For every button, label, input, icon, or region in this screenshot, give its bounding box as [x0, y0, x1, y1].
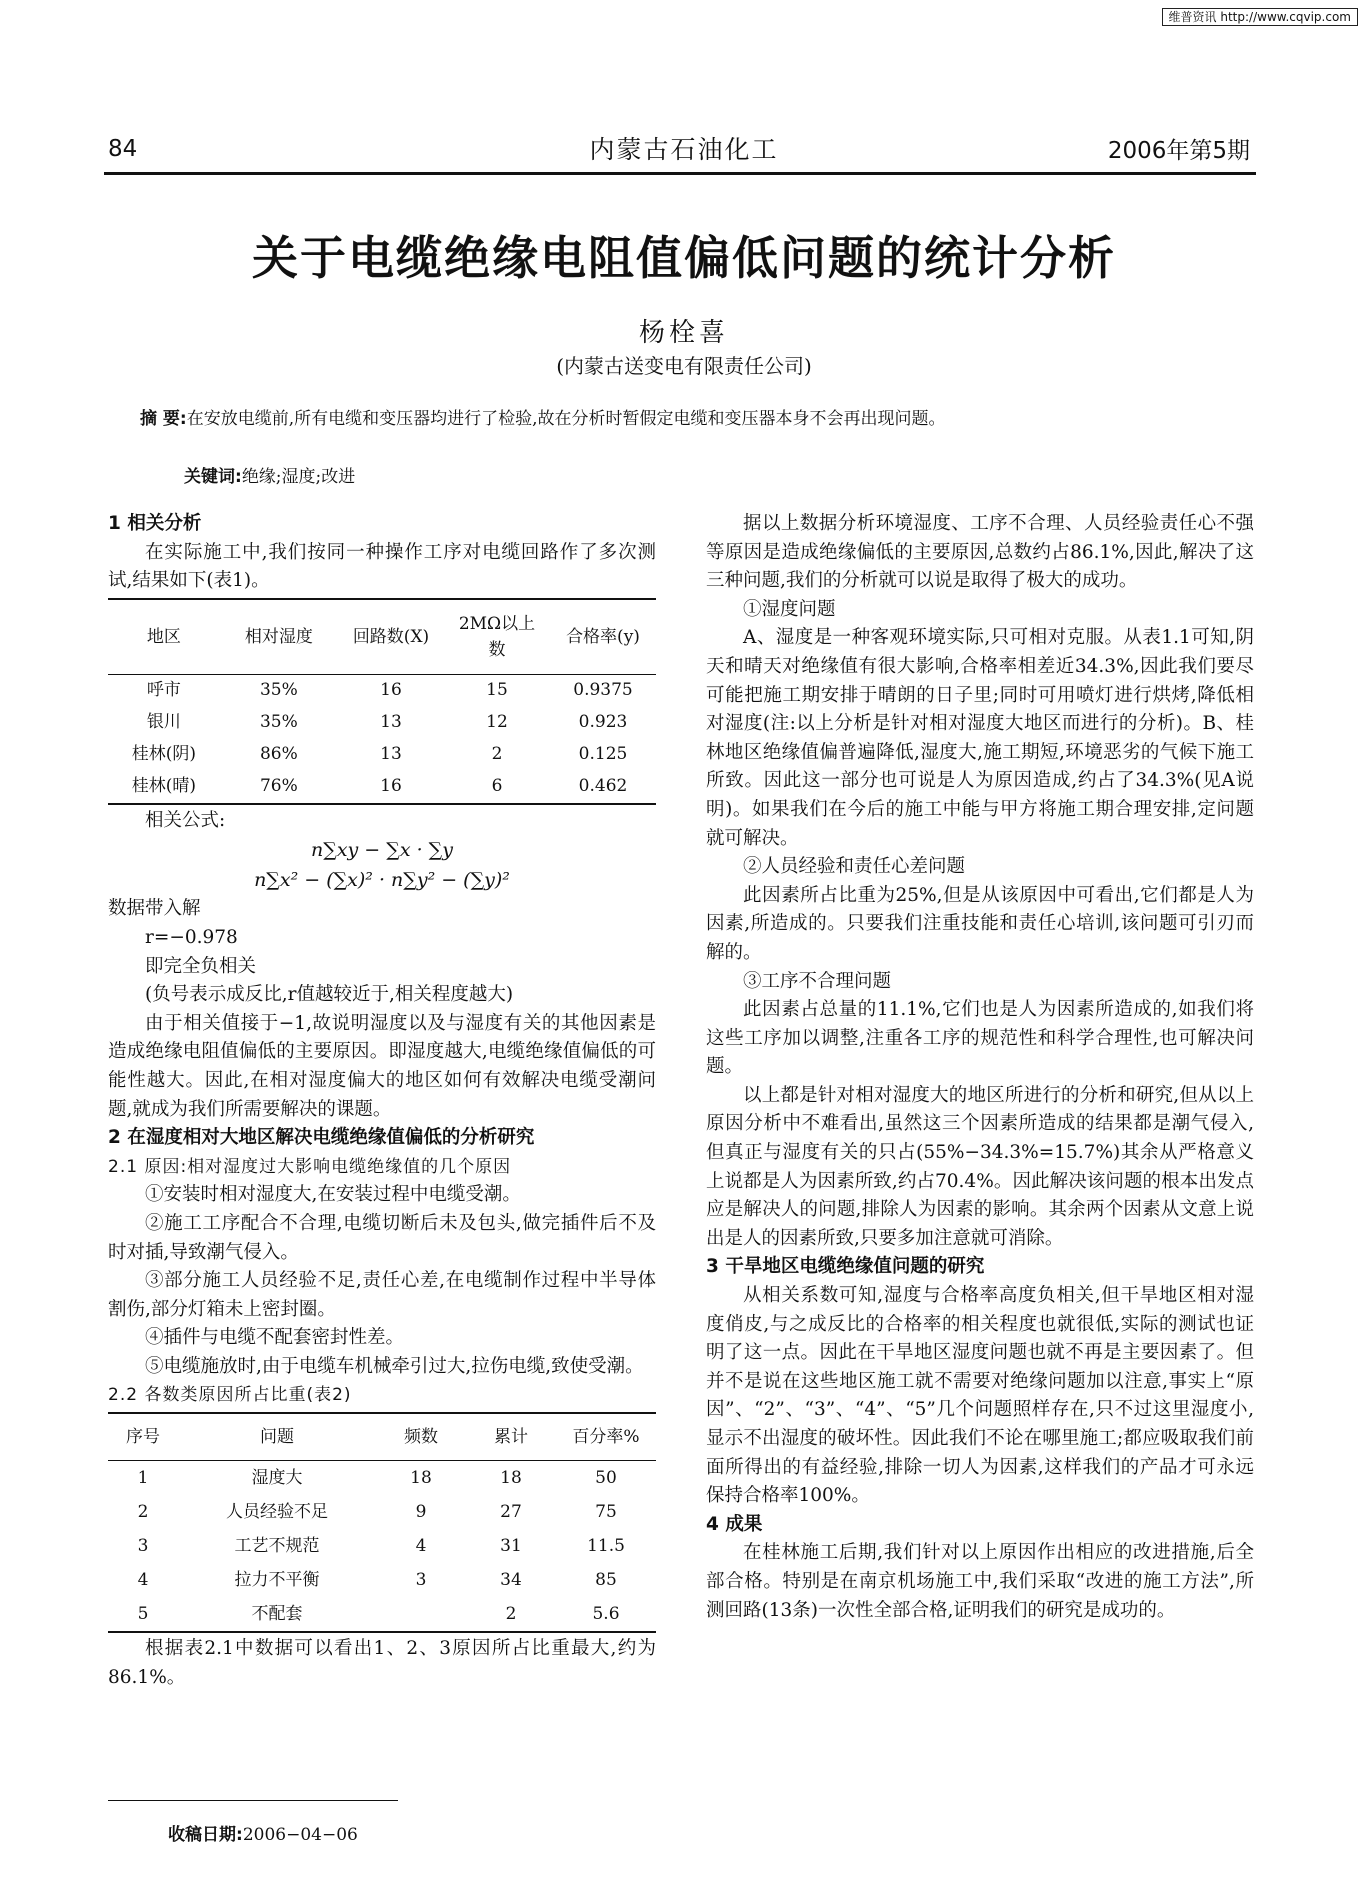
table-cell: 18	[500, 1467, 522, 1488]
table-2	[108, 1412, 656, 1633]
cause-item: ②施工工序配合不合理,电缆切断后未及包头,做完插件后不及时对插,导致潮气侵入。	[108, 1212, 656, 1263]
table-cell: 34	[500, 1569, 522, 1590]
formula-numerator: n∑xy − ∑x · ∑y	[311, 839, 453, 862]
received-date-value: 2006−04−06	[242, 1825, 358, 1845]
table-row	[108, 1461, 656, 1496]
table-row	[108, 771, 656, 804]
table-cell: 人员经验不足	[226, 1501, 328, 1522]
right-paragraph: 以上都是针对相对湿度大的地区所进行的分析和研究,但从以上原因分析中不难看出,虽然这三个因素所造成的结果都是潮气侵入,但真正与湿度有关的只占(55%−34.3%=15.7%)其余从严格意义上说都是人为因素所致,约占70.4%。因此解决该问题的根本出发点应是解决人的问题,排除人为因素的影响。其余两个因素从文意上说出是人的因素所致,只要多加注意就可消除。	[706, 1084, 1254, 1249]
author-name: 杨栓喜	[638, 318, 729, 348]
section-3-heading: 3 干旱地区电缆绝缘值问题的研究	[706, 1256, 985, 1278]
table-cell: 0.923	[578, 712, 628, 733]
formula-denominator: n∑x² − (∑x)² · n∑y² − (∑y)²	[254, 869, 510, 892]
section-2-2-summary: 根据表2.1中数据可以看出1、2、3原因所占比重最大,约为86.1%。	[108, 1638, 656, 1688]
abstract-text: 在安放电缆前,所有电缆和变压器均进行了检验,故在分析时暂假定电缆和变压器本身不会再出现问题。	[186, 409, 946, 429]
table-1-header-row	[108, 599, 656, 675]
right-paragraph: 此因素占总量的11.1%,它们也是人为因素所造成的,如我们将这些工序加以调整,注重各工序的规范性和科学合理性,也可解决问题。	[706, 999, 1254, 1078]
table-cell	[376, 1597, 466, 1632]
cause-item: ①安装时相对湿度大,在安装过程中电缆受潮。	[145, 1184, 521, 1206]
table-row	[108, 1495, 656, 1529]
abstract-label: 摘 要:	[140, 409, 187, 429]
section-1-heading: 1 相关分析	[108, 513, 202, 534]
table-cell: 35%	[259, 712, 298, 733]
humidity-heading: ①湿度问题	[743, 598, 836, 620]
table-cell: 2	[137, 1501, 149, 1522]
section-4-heading: 4 成果	[706, 1513, 763, 1535]
received-date-label: 收稿日期:	[168, 1825, 243, 1845]
issue-label: 2006年第5期	[1107, 138, 1250, 164]
table-2-header: 频数	[376, 1413, 466, 1461]
negative-correlation-note: (负号表示成反比,r值越较近于,相关程度越大)	[145, 984, 514, 1006]
table-cell: 76%	[259, 776, 298, 797]
received-date	[168, 1820, 358, 1845]
table-2-header: 累计	[466, 1413, 556, 1461]
right-column	[706, 510, 1254, 1625]
table-cell: 不配套	[251, 1603, 303, 1624]
table-cell: 5	[137, 1603, 149, 1624]
table-cell: 0.9375	[573, 680, 633, 701]
table-row	[108, 1563, 656, 1597]
table-cell: 18	[410, 1467, 432, 1488]
author-affiliation: (内蒙古送变电有限责任公司)	[556, 354, 812, 378]
table-cell: 银川	[146, 712, 181, 733]
table-cell: 9	[415, 1501, 427, 1522]
section-1-conclusion: 由于相关值接于−1,故说明湿度以及与湿度有关的其他因素是造成绝缘电阻值偏低的主要原因。即湿度越大,电缆绝缘值偏低的可能性越大。因此,在相对湿度偏大的地区如何有效解决电缆受潮问题,就成为我们所需要解决的课题。	[108, 1012, 656, 1120]
table-cell: 31	[500, 1535, 522, 1556]
cause-item: ⑤电缆施放时,由于电缆车机械牵引过大,拉伤电缆,致使受潮。	[145, 1355, 644, 1377]
table-2-header: 百分率%	[556, 1413, 656, 1461]
table-cell: 75	[595, 1501, 617, 1522]
table-cell: 2	[491, 744, 503, 765]
negative-correlation: 即完全负相关	[145, 955, 257, 977]
section-1-intro: 在实际施工中,我们按同一种操作工序对电缆回路作了多次测试,结果如下(表1)。	[108, 541, 656, 592]
table-cell: 5.6	[592, 1603, 620, 1624]
table-1-header: 相对湿度	[220, 599, 338, 675]
table-cell: 呼市	[146, 680, 181, 701]
table-cell: 16	[380, 776, 402, 797]
table-row	[108, 1529, 656, 1563]
keywords-text: 绝缘;湿度;改进	[241, 467, 356, 487]
table-1-header: 合格率(y)	[550, 599, 656, 675]
r-value: r=−0.978	[145, 926, 238, 948]
table-cell: 86%	[259, 744, 298, 765]
table-cell: 桂林(晴)	[131, 776, 196, 797]
table-row	[108, 674, 656, 707]
table-2-header: 序号	[108, 1413, 178, 1461]
table-1-header: 回路数(X)	[338, 599, 444, 675]
table-cell: 13	[380, 712, 402, 733]
table-1-header: 2MΩ以上数	[444, 599, 550, 675]
table-cell: 3	[137, 1535, 149, 1556]
page-number: 84	[108, 136, 138, 162]
abstract	[140, 406, 1230, 432]
table-cell: 4	[415, 1535, 427, 1556]
data-substitution-label: 数据带入解	[108, 898, 201, 920]
process-heading: ③工序不合理问题	[743, 970, 892, 992]
experience-heading: ②人员经验和责任心差问题	[743, 856, 966, 878]
table-cell: 拉力不平衡	[234, 1569, 320, 1590]
right-paragraph: 此因素所占比重为25%,但是从该原因中可看出,它们都是人为因素,所造成的。只要我们注重技能和责任心培训,该问题可引刃而解的。	[706, 884, 1254, 963]
table-cell: 85	[595, 1569, 617, 1590]
section-2-heading: 2 在湿度相对大地区解决电缆绝缘值偏低的分析研究	[108, 1127, 535, 1149]
keywords	[184, 462, 355, 487]
journal-name: 内蒙古石油化工	[589, 135, 779, 164]
table-cell: 35%	[259, 680, 298, 701]
table-2-header: 问题	[178, 1413, 376, 1461]
table-cell: 13	[380, 744, 402, 765]
table-cell: 6	[491, 776, 503, 797]
source-watermark: 维普资讯 http://www.cqvip.com	[1162, 8, 1358, 26]
table-row	[108, 1597, 656, 1632]
table-cell: 50	[595, 1467, 617, 1488]
section-2-1-heading: 2.1 原因:相对湿度过大影响电缆绝缘值的几个原因	[108, 1156, 512, 1177]
table-cell: 桂林(阴)	[131, 744, 196, 765]
table-cell: 27	[500, 1501, 522, 1522]
cause-item: ④插件与电缆不配套密封性差。	[145, 1327, 405, 1349]
table-cell: 湿度大	[251, 1467, 303, 1488]
table-cell: 4	[137, 1569, 149, 1590]
table-cell: 2	[505, 1603, 517, 1624]
table-row	[108, 739, 656, 771]
table-cell: 1	[137, 1467, 149, 1488]
right-paragraph: 在桂林施工后期,我们针对以上原因作出相应的改进措施,后全部合格。特别是在南京机场施工中,我们采取“改进的施工方法”,所测回路(13条)一次性全部合格,证明我们的研究是成功的。	[706, 1542, 1254, 1621]
table-2-header-row	[108, 1413, 656, 1461]
right-paragraph: A、湿度是一种客观环境实际,只可相对克服。从表1.1可知,阴天和晴天对绝缘值有很大影响,合格率相差近34.3%,因此我们要尽可能把施工期安排于晴朗的日子里;同时可用喷灯进行烘烤,降低相对湿度(注:以上分析是针对相对湿度大地区而进行的分析)。B、桂林地区绝缘值偏普遍降低,湿度大,施工期短,环境恶劣的气候下施工所致。因此这一部分也可说是人为原因造成,约占了34.3%(见A说明)。如果我们在今后的施工中能与甲方将施工期合理安排,定问题就可解决。	[706, 627, 1254, 849]
left-column	[108, 510, 656, 1692]
right-paragraph: 从相关系数可知,湿度与合格率高度负相关,但干旱地区相对湿度俏皮,与之成反比的合格率的相关程度也就很低,实际的测试也证明了这一点。因此在干旱地区湿度问题也就不再是主要因素了。但并不是说在这些地区施工就不需要对绝缘问题加以注意,事实上“原因”、“2”、“3”、“4”、“5”几个问题照样存在,只不过这里湿度小,显示不出湿度的破坏性。因此我们不论在哪里施工;都应吸取我们前面所得出的有益经验,排除一切人为因素,这样我们的产品才可永远保持合格率100%。	[706, 1285, 1254, 1507]
footnote-rule	[108, 1800, 398, 1801]
formula-label: 相关公式:	[145, 809, 226, 831]
table-cell: 16	[380, 680, 402, 701]
keywords-label: 关键词:	[184, 467, 242, 487]
article-title: 关于电缆绝缘电阻值偏低问题的统计分析	[252, 231, 1116, 285]
section-2-2-heading: 2.2 各数类原因所占比重(表2)	[108, 1385, 352, 1406]
header-rule	[104, 172, 1256, 175]
table-cell: 15	[486, 680, 508, 701]
table-row	[108, 707, 656, 739]
table-cell: 0.125	[578, 744, 628, 765]
table-cell: 3	[415, 1569, 427, 1590]
right-paragraph: 据以上数据分析环境湿度、工序不合理、人员经验责任心不强等原因是造成绝缘偏低的主要原因,总数约占86.1%,因此,解决了这三种问题,我们的分析就可以说是取得了极大的成功。	[706, 513, 1254, 592]
cause-item: ③部分施工人员经验不足,责任心差,在电缆制作过程中半导体割伤,部分灯箱未上密封圈。	[108, 1270, 656, 1320]
table-cell: 0.462	[578, 776, 628, 797]
table-1-header: 地区	[108, 599, 220, 675]
table-cell: 12	[486, 712, 508, 733]
table-cell: 11.5	[587, 1535, 625, 1556]
table-1	[108, 598, 656, 805]
table-cell: 工艺不规范	[234, 1535, 320, 1556]
